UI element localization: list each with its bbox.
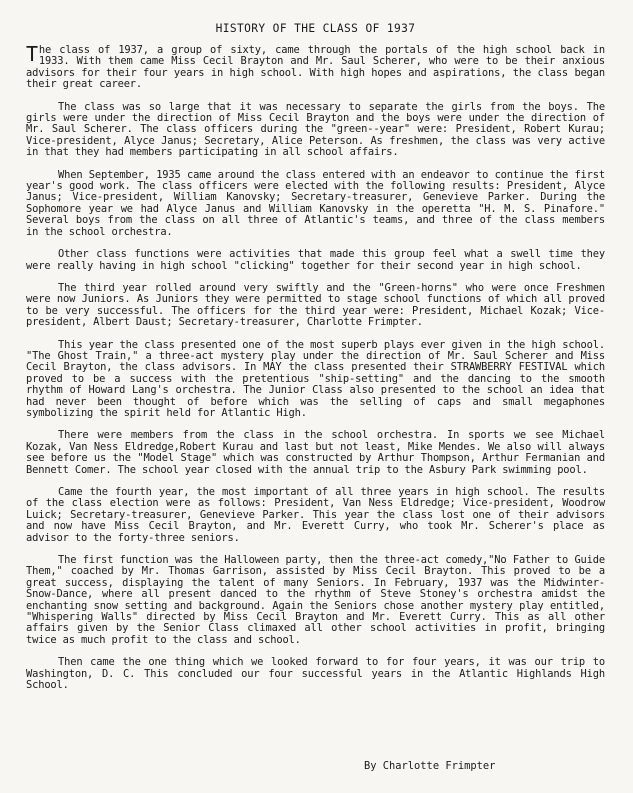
paragraph-2: The class was so large that it was necessary to separate the girls from the boys. The girls were under the direction of Miss Cecil Brayton and the boys were under the direction of Mr. Saul Scherer. The class officers during the "green--year" were: President, Robert Kurau; Vice-president, Alyce Janus; Secretary, Alice Peterson. As freshmen, the class was very active in that they had members participating in all school affairs. [26, 100, 605, 159]
signature: By Charlotte Frimpter [364, 760, 496, 772]
paragraph-4: Other class functions were activities that made this group feel what a swell time they were really having in high school "clicking" together for their second year in high school. [26, 248, 605, 272]
paragraph-7: There were members from the class in the school orchestra. In sports we see Michael Kozak, Van Ness Eldredge,Robert Kurau and last but not least, Mike Mendes. We also will always see before us the "Model Stage" which was constructed by Arthur Thompson, Arthur Fermanian and Bennett Comer. The school year closed with the annual trip to the Asbury Park swimming pool. [26, 429, 605, 476]
page-title: HISTORY OF THE CLASS OF 1937 [215, 22, 416, 35]
paragraph-6: This year the class presented one of the most superb plays ever given in the high school. "The Ghost Train," a three-act mystery play under the direction of Mr. Saul Scherer and Miss Cecil Brayton, the class advisors. In MAY the class presented their STRAWBERRY FESTIVAL which proved to be a success with the pretentious "ship-setting" and the dancing to the smooth rhythm of Howard Lang's orchestra. The Junior Class also presented to the school an idea that had never been thought of before which was the selling of caps and small megaphones symbolizing the spirit held for Atlantic High. [26, 338, 605, 419]
paragraph-3: When September, 1935 came around the class entered with an endeavor to continue the first year's good work. The class officers were elected with the following results: President, Alyce Janus; Vice-president, William Kanovsky; Secretary-treasurer, Genevieve Parker. During the Sophomore year we had Alyce Janus and William Kanovsky in the operetta "H. M. S. Pinafore." Several boys from the class on all three of Atlantic's teams, and three of the class members in the school orchestra. [26, 168, 605, 238]
paragraph-1: The class of 1937, a group of sixty, came through the portals of the high school back in 1933. With them came Miss Cecil Brayton and Mr. Saul Scherer, who were to be their anxious advisors for their four years in high school. With high hopes and aspirations, the class began their great career. [26, 42, 605, 91]
paragraph-10: Then came the one thing which we looked forward to for four years, it was our trip to Washington, D. C. This concluded our four successful years in the Atlantic Highlands High School. [26, 656, 605, 692]
paragraph-8: Came the fourth year, the most important of all three years in high school. The results of the class election were as follows: President, Van Ness Eldredge; Vice-president, Woodrow Luick; Secretary-treasurer, Genevieve Parker. This year the class lost one of their advisors and now have Miss Cecil Brayton, and Mr. Everett Curry, who took Mr. Scherer's place as advisor to the forty-three seniors. [26, 486, 605, 544]
paragraph-5: The third year rolled around very swiftly and the "Green-horns" who were once Freshmen were now Juniors. As Juniors they were permitted to stage school functions of which all proved to be very successful. The officers for the third year were: President, Michael Kozak; Vice-president, Albert Daust; Secretary-treasurer, Charlotte Frimpter. [26, 281, 605, 329]
paragraph-9: The first function was the Halloween party, then the three-act comedy,"No Father to Guide Them," coached by Mr. Thomas Garrison, assisted by Miss Cecil Brayton. This proved to be a great success, displaying the talent of many Seniors. In February, 1937 was the Midwinter-Snow-Dance, where all present danced to the rhythm of Steve Stoney's orchestra amidst the enchanting snow setting and background. Again the Seniors chose another mystery play entitled, "Whispering Walls" directed by Miss Cecil Brayton and Mr. Everett Curry. This as all other affairs given by the Senior Class climaxed all other school activities in profit, bringing twice as much profit to the class and school. [26, 554, 605, 646]
